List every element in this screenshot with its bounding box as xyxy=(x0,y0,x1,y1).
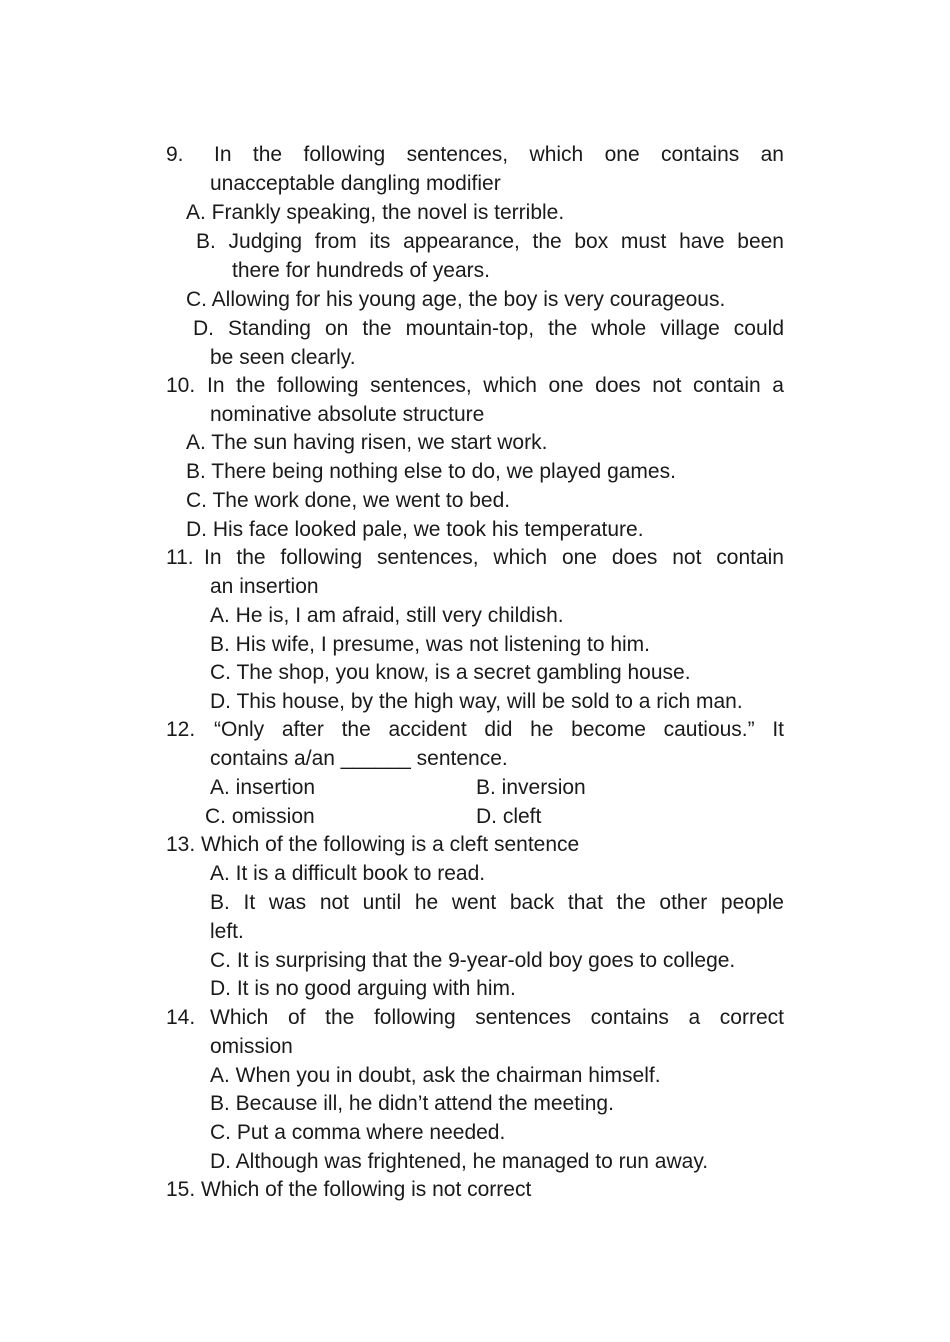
question-stem: In the following sentences, which one does not contain a xyxy=(207,374,784,397)
question-number: 10. xyxy=(166,374,196,397)
option-d: D. cleft xyxy=(476,805,542,828)
question-stem: In the following sentences, which one contains an xyxy=(214,143,784,166)
question-stem: Which of the following is a cleft sentence xyxy=(201,833,580,856)
option-b-continued: there for hundreds of years. xyxy=(232,259,490,282)
option-c: C. The shop, you know, is a secret gambling house. xyxy=(210,661,691,684)
option-a: A. insertion xyxy=(210,776,316,799)
option-b: B. There being nothing else to do, we played games. xyxy=(186,460,676,483)
option-d: D. It is no good arguing with him. xyxy=(210,977,516,1000)
option-d: D. Although was frightened, he managed to run away. xyxy=(210,1150,709,1173)
option-d-continued: be seen clearly. xyxy=(210,346,356,369)
question-stem-continued: omission xyxy=(210,1035,293,1058)
option-d: D. This house, by the high way, will be sold to a rich man. xyxy=(210,690,743,713)
option-a: A. It is a difficult book to read. xyxy=(210,862,486,885)
question-number: 9. xyxy=(166,143,184,166)
question-stem-continued: an insertion xyxy=(210,575,319,598)
option-c: C. omission xyxy=(205,805,315,828)
option-c: C. It is surprising that the 9-year-old boy goes to college. xyxy=(210,949,736,972)
option-c: C. The work done, we went to bed. xyxy=(186,489,511,512)
question-number: 14. xyxy=(166,1006,196,1029)
question-stem-continued: nominative absolute structure xyxy=(210,403,485,426)
question-stem-continued: contains a/an ______ sentence. xyxy=(210,747,508,770)
question-number: 13. xyxy=(166,833,196,856)
option-c: C. Allowing for his young age, the boy is very courageous. xyxy=(186,288,726,311)
question-stem: Which of the following is not correct xyxy=(201,1178,532,1201)
question-number: 15. xyxy=(166,1178,196,1201)
question-number: 12. xyxy=(166,718,196,741)
question-stem: In the following sentences, which one does not contain xyxy=(204,546,784,569)
option-b: B. Because ill, he didn’t attend the meeting. xyxy=(210,1092,614,1115)
option-b: B. His wife, I presume, was not listening to him. xyxy=(210,633,651,656)
question-stem: Which of the following sentences contains a correct xyxy=(210,1006,784,1029)
question-number: 11. xyxy=(166,546,194,569)
option-a: A. He is, I am afraid, still very childish. xyxy=(210,604,564,627)
option-d: D. Standing on the mountain-top, the whole village could xyxy=(193,317,784,340)
option-a: A. Frankly speaking, the novel is terrible. xyxy=(186,201,565,224)
option-b: B. Judging from its appearance, the box must have been xyxy=(196,230,784,253)
option-b-continued: left. xyxy=(210,920,244,943)
option-a: A. When you in doubt, ask the chairman himself. xyxy=(210,1064,661,1087)
option-c: C. Put a comma where needed. xyxy=(210,1121,506,1144)
option-d: D. His face looked pale, we took his temperature. xyxy=(186,518,644,541)
option-b: B. It was not until he went back that the other people xyxy=(210,891,784,914)
question-stem-continued: unacceptable dangling modifier xyxy=(210,172,501,195)
option-b: B. inversion xyxy=(476,776,586,799)
question-stem: “Only after the accident did he become cautious.” It xyxy=(214,718,784,741)
option-a: A. The sun having risen, we start work. xyxy=(186,431,548,454)
